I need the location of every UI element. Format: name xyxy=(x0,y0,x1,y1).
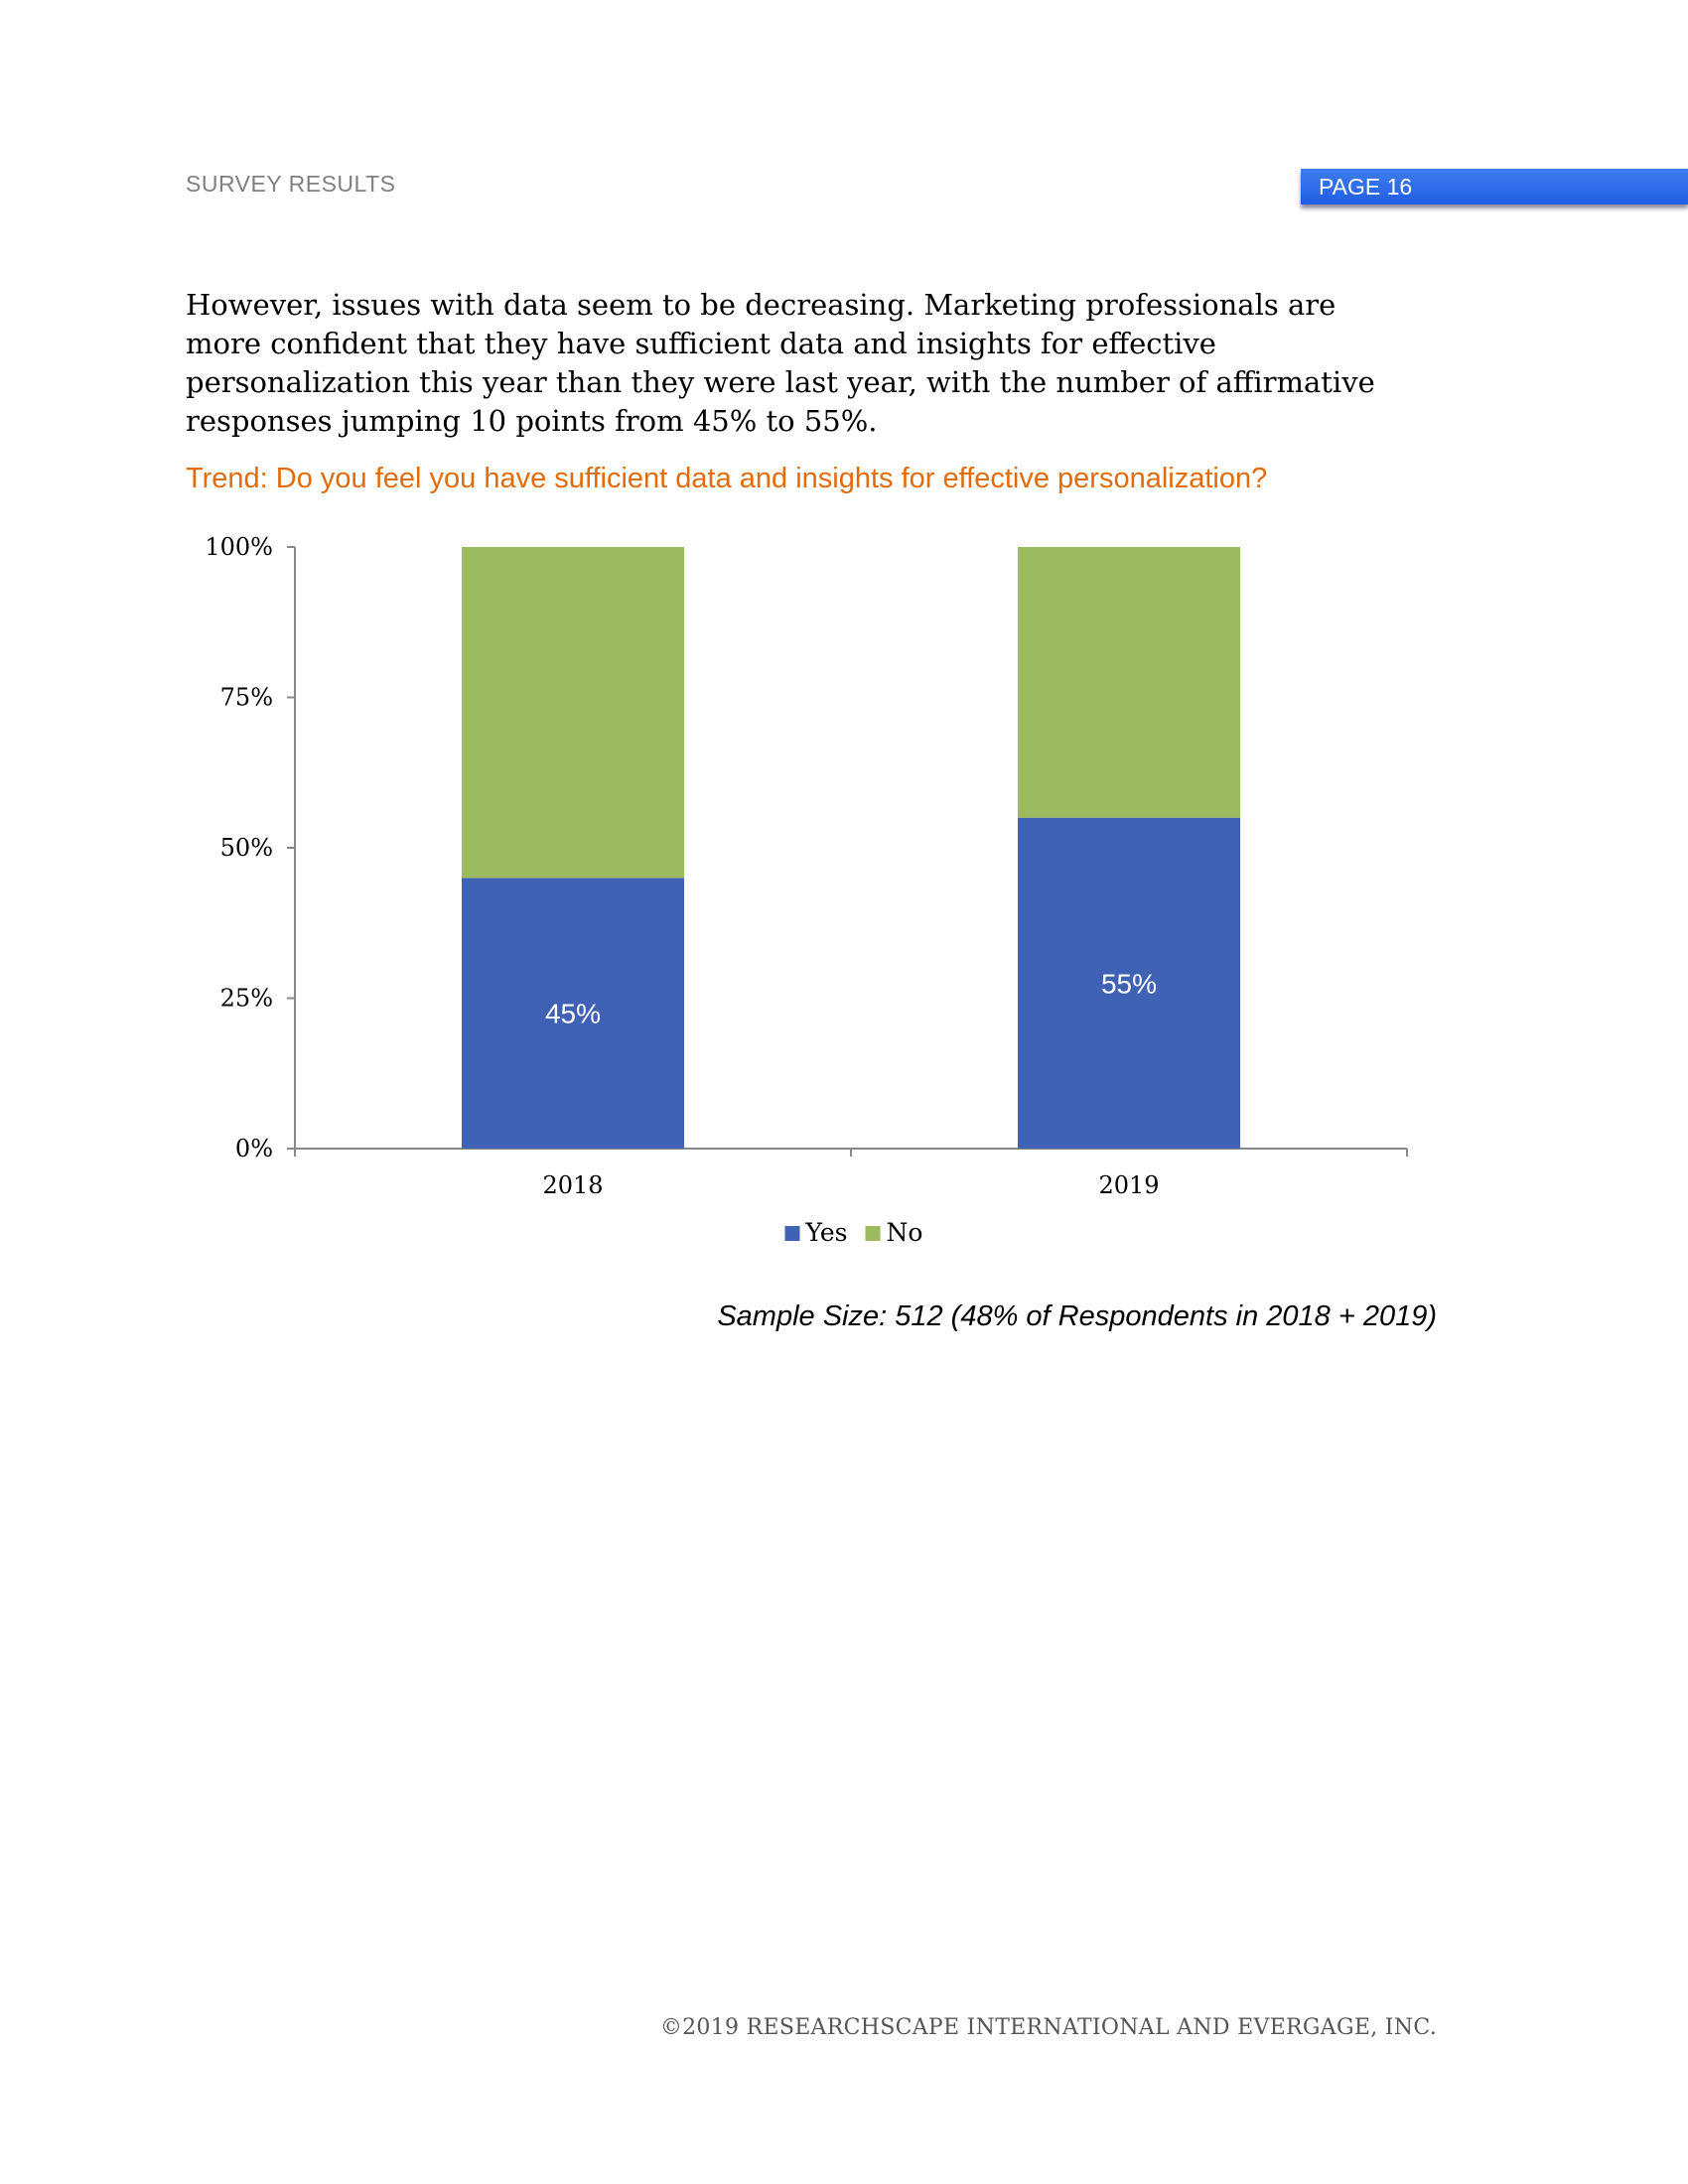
x-tick-label: 2019 xyxy=(1098,1171,1160,1199)
chart-question-title: Trend: Do you feel you have sufficient data and insights for effective personalization? xyxy=(186,463,1268,494)
legend-label-yes: Yes xyxy=(805,1218,848,1247)
legend-swatch-yes xyxy=(785,1226,800,1241)
data-label-2019: 55% xyxy=(1100,968,1158,1000)
legend-label-no: No xyxy=(886,1218,923,1247)
y-tick-label: 25% xyxy=(219,984,273,1013)
body-paragraph: However, issues with data seem to be decreasing. Marketing professionals are more confident that they have sufficient data and insights for effective personalization this year than they were last year, with the number of affirmative responses jumping 10 points from 45% to 55%. xyxy=(186,288,1375,438)
y-tick-label: 75% xyxy=(219,683,273,712)
y-tick-label: 50% xyxy=(219,834,273,862)
x-tick-label: 2018 xyxy=(542,1171,604,1199)
y-tick-label: 100% xyxy=(205,533,273,561)
data-label-2018: 45% xyxy=(544,998,602,1029)
page-number-tab: PAGE 16 xyxy=(1301,169,1688,205)
section-title: SURVEY RESULTS xyxy=(186,171,396,197)
legend-swatch-no xyxy=(866,1226,881,1241)
bar-no-2018 xyxy=(462,547,684,878)
sample-size-note: Sample Size: 512 (48% of Respondents in 2018 + 2019) xyxy=(717,1300,1437,1332)
copyright-footer: ©2019 RESEARCHSCAPE INTERNATIONAL AND EVERGAGE, INC. xyxy=(659,2015,1437,2040)
plot-area xyxy=(205,533,1407,1247)
y-tick-label: 0% xyxy=(234,1135,273,1162)
bar-no-2019 xyxy=(1018,547,1240,818)
